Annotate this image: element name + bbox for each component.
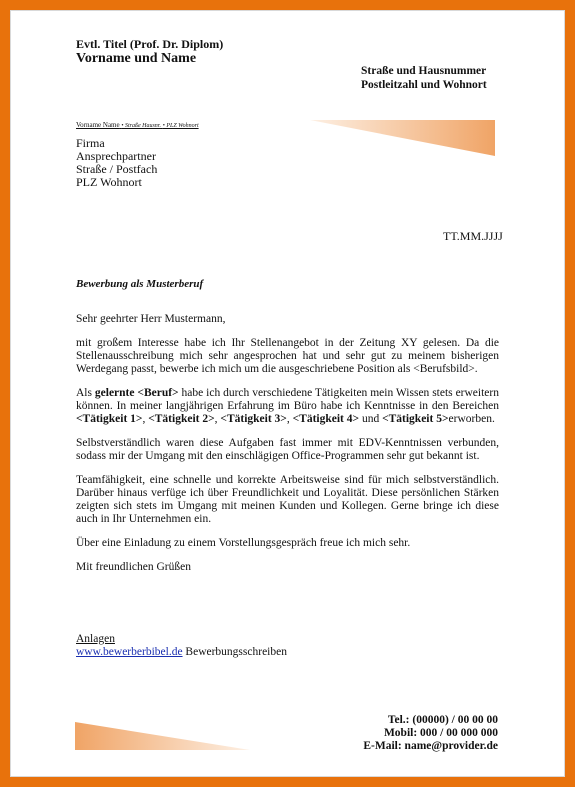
contact-phone: Tel.: (00000) / 00 00 00 xyxy=(387,714,498,726)
top-accent-shape xyxy=(310,120,500,156)
paragraph-experience: Als gelernte <Beruf> habe ich durch verschiedene Tätigkeiten mein Wissen stets erweitern können. In meiner langjährigen Erfahrung im Büro habe ich Kenntnisse in den Bereichen <Tätigkeit 1>, <Tätigkeit 2>, <Tätigkeit 3>, <Tätigkeit 4> und <Tätigkeit 5>erworben. xyxy=(76,387,499,425)
contact-mobile: Mobil: 000 / 00 000 000 xyxy=(383,727,498,739)
letter-date: TT.MM.JJJJ xyxy=(443,229,503,243)
letter-page xyxy=(10,10,565,777)
letter-subject: Bewerbung als Musterberuf xyxy=(76,278,204,290)
bottom-accent-shape xyxy=(75,722,255,750)
contact-block xyxy=(363,714,498,753)
letter-body xyxy=(76,313,499,585)
attachments-heading: Anlagen xyxy=(76,633,115,645)
attachments-line xyxy=(76,646,287,659)
contact-email: E-Mail: name@provider.de xyxy=(363,740,498,752)
paragraph-soft-skills: Teamfähigkeit, eine schnelle und korrekte Arbeitsweise sind für mich selbstverständlich. Darüber hinaus verfüge ich über Freundlichkeit und Loyalität. Diese persönlichen Stärken zeigten sich stets im Umgang mit meinen Kunden und Kollegen. Gerne bringe ich diese auch in Ihr Unternehmen ein. xyxy=(76,474,499,525)
sender-address xyxy=(361,64,487,92)
return-name: Vorname Name xyxy=(76,121,120,129)
paragraph-invitation: Über eine Einladung zu einem Vorstellungsgespräch freue ich mich sehr. xyxy=(76,537,411,549)
attachments-text: Bewerbungsschreiben xyxy=(182,646,287,658)
recipient-city: PLZ Wohnort xyxy=(76,175,142,189)
website-link[interactable]: www.bewerberbibel.de xyxy=(76,646,183,658)
salutation: Sehr geehrter Herr Mustermann, xyxy=(76,313,226,325)
recipient-contact: Ansprechpartner xyxy=(76,149,156,163)
return-street: • Straße Hausnr. xyxy=(121,123,161,129)
sender-title: Evtl. Titel (Prof. Dr. Diplom) xyxy=(76,37,224,51)
closing: Mit freundlichen Grüßen xyxy=(76,561,191,573)
paragraph-interest: mit großem Interesse habe ich Ihr Stellenangebot in der Zeitung XY gelesen. Da die Stellenausschreibung mich sehr angesprochen hat und sehr gut zu meinem bisherigen Werdegang passt, bewerbe ich mich um die ausgeschriebene Position als <Berufsbild>. xyxy=(76,337,499,375)
return-address-line xyxy=(76,121,199,129)
paragraph-it-skills: Selbstverständlich waren diese Aufgaben fast immer mit EDV-Kenntnissen verbunden, sodass mir der Umgang mit den einschlägigen Office-Programmen sehr gut bekannt ist. xyxy=(76,437,499,462)
sender-name: Vorname und Name xyxy=(76,51,197,66)
recipient-company: Firma xyxy=(76,136,105,150)
attachments xyxy=(76,633,287,659)
sender-street: Straße und Hausnummer xyxy=(361,65,487,77)
sender-city: Postleitzahl und Wohnort xyxy=(361,79,487,91)
recipient-street: Straße / Postfach xyxy=(76,162,158,176)
return-city: • PLZ Wohnort xyxy=(162,123,199,129)
recipient-address xyxy=(76,137,157,189)
